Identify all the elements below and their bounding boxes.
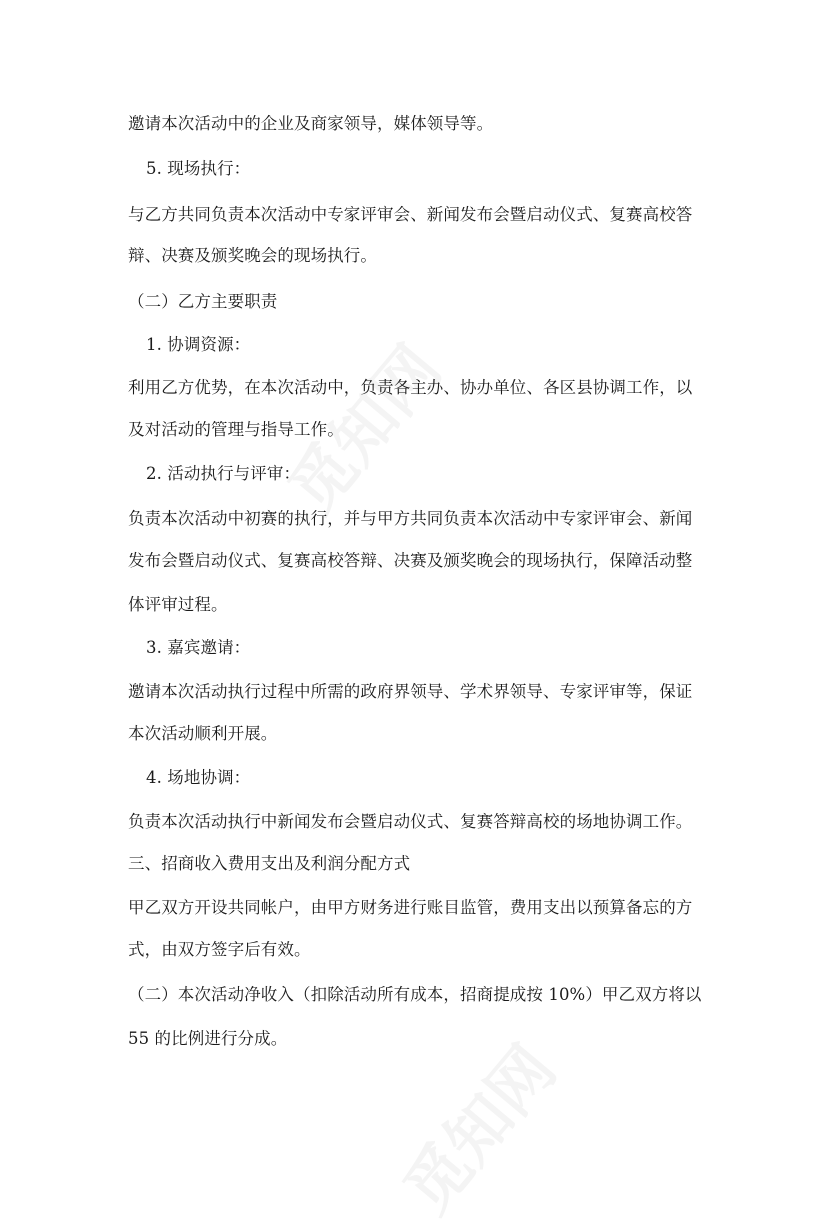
paragraph-line: 式，由双方签字后有效。 [128,940,311,959]
paragraph-line: 利用乙方优势，在本次活动中，负责各主办、协办单位、各区县协调工作，以 [128,378,693,397]
paragraph-line: 邀请本次活动中的企业及商家领导，媒体领导等。 [128,114,494,133]
paragraph-line: （二）本次活动净收入（扣除活动所有成本，招商提成按 10%）甲乙双方将以 [128,985,702,1004]
paragraph-line: 邀请本次活动执行过程中所需的政府界领导、学术界领导、专家评审等，保证 [128,682,693,701]
numbered-heading: 4. 场地协调： [146,768,251,787]
numbered-heading: 3. 嘉宾邀请： [146,638,251,657]
section-heading: （二）乙方主要职责 [128,292,278,311]
paragraph-line: 及对活动的管理与指导工作。 [128,420,344,439]
section-heading: 三、招商收入费用支出及利润分配方式 [128,854,411,873]
numbered-heading: 2. 活动执行与评审： [146,464,301,483]
paragraph-line: 负责本次活动执行中新闻发布会暨启动仪式、复赛答辩高校的场地协调工作。 [128,812,693,831]
paragraph-line: 甲乙双方开设共同帐户，由甲方财务进行账目监管，费用支出以预算备忘的方 [128,898,693,917]
paragraph-line: 体评审过程。 [128,595,228,614]
paragraph-line: 55 的比例进行分成。 [128,1029,288,1048]
paragraph-line: 辩、决赛及颁奖晚会的现场执行。 [128,246,377,265]
watermark [379,1023,573,1229]
paragraph-line: 本次活动顺利开展。 [128,724,278,743]
numbered-heading: 1. 协调资源： [146,335,251,354]
paragraph-line: 发布会暨启动仪式、复赛高校答辩、决赛及颁奖晚会的现场执行，保障活动整 [128,551,693,570]
paragraph-line: 与乙方共同负责本次活动中专家评审会、新闻发布会暨启动仪式、复赛高校答 [128,205,693,224]
paragraph-line: 负责本次活动中初赛的执行，并与甲方共同负责本次活动中专家评审会、新闻 [128,509,693,528]
numbered-heading: 5. 现场执行： [146,159,251,178]
